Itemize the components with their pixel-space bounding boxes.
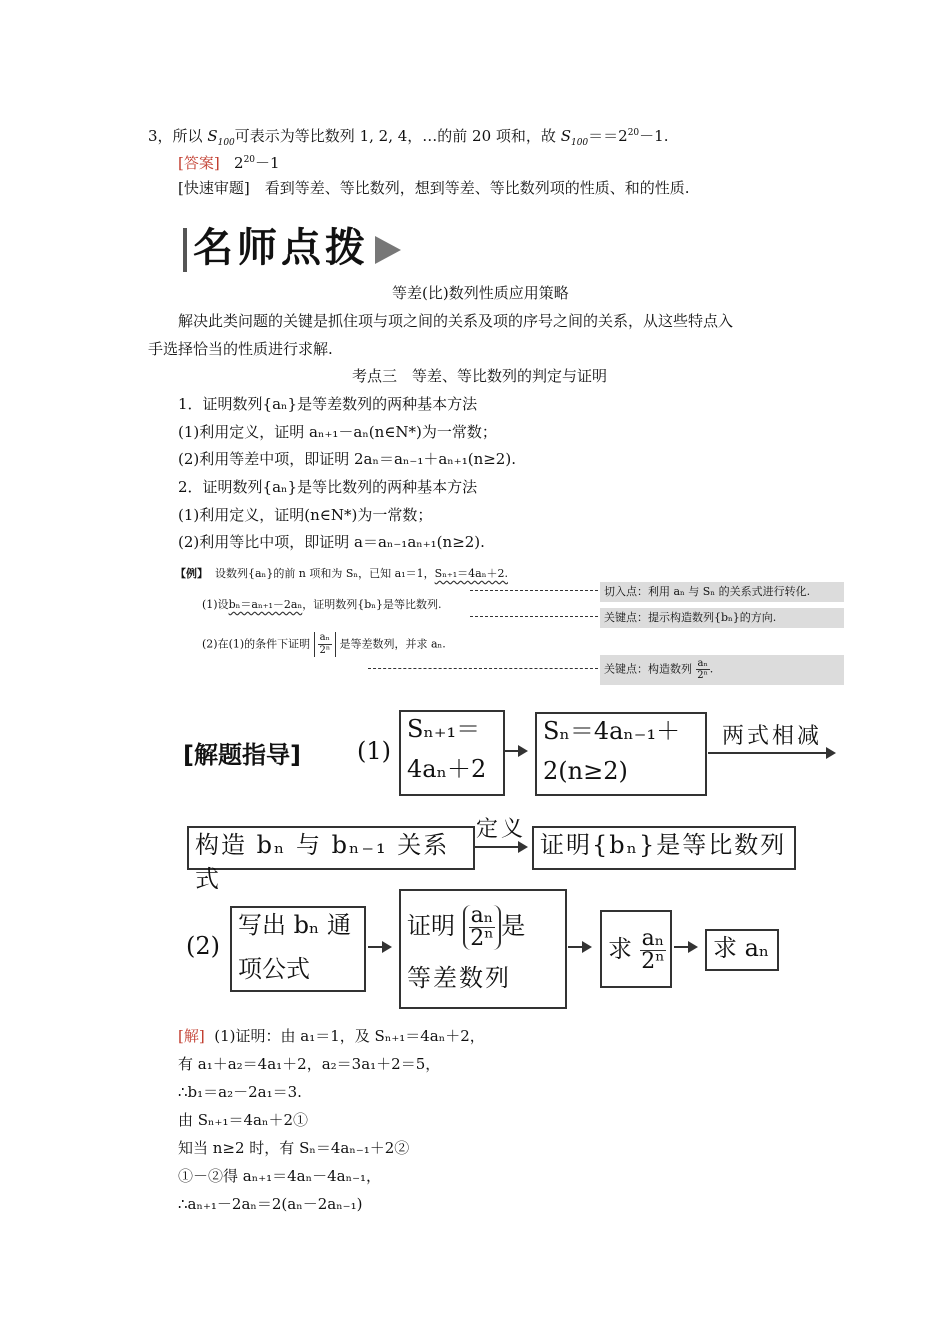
q2-fraction xyxy=(314,632,336,657)
example-stem-a: 设数列{aₙ}的前 n 项和为 Sₙ，已知 a₁＝1， xyxy=(215,567,435,580)
guide-part1: (1) xyxy=(357,737,391,765)
answer-exponent: 20 xyxy=(243,155,256,165)
section-title: 考点三 等差、等比数列的判定与证明 xyxy=(352,367,608,385)
note-entry-point: 切入点：利用 aₙ 与 Sₙ 的关系式进行转化. xyxy=(600,582,844,602)
note3-fraction xyxy=(696,658,710,681)
solution-line-7: ∴aₙ₊₁－2aₙ＝2(aₙ－2aₙ₋₁) xyxy=(178,1195,363,1213)
method-2a: (1)利用定义，证明(n∈N*)为一常数； xyxy=(178,506,433,524)
solution-line-1 xyxy=(178,1026,485,1046)
q2-text-b: 是等差数列，并求 aₙ. xyxy=(339,637,446,651)
box6-line2: 等差数列 xyxy=(407,964,511,992)
answer-tail: －1 xyxy=(255,154,280,172)
leader-line-3 xyxy=(368,668,598,669)
intro-text-d: －1. xyxy=(639,127,669,145)
intro-text-c: ＝＝2 xyxy=(588,127,628,145)
box7-numerator: aₙ xyxy=(641,926,665,951)
solution-line-6: ①－②得 aₙ₊₁＝4aₙ－4aₙ₋₁， xyxy=(178,1167,382,1185)
answer-line xyxy=(178,150,280,173)
strategy-p2: 手选择恰当的性质进行求解. xyxy=(148,340,333,358)
method-1: 1．证明数列{aₙ}是等差数列的两种基本方法 xyxy=(178,395,478,413)
arrow-3 xyxy=(474,846,526,848)
box-find-ratio xyxy=(600,910,672,988)
strategy-p1: 解决此类问题的关键是抓住项与项之间的关系及项的序号之间的关系，从这些特点入 xyxy=(178,312,734,330)
exponent: 20 xyxy=(627,128,640,138)
note3-text-b: . xyxy=(709,662,714,676)
note-key-point-2 xyxy=(600,655,844,685)
box4-text: 证明{bₙ}是等比数列 xyxy=(540,831,787,859)
solution-line-2: 有 a₁＋a₂＝4a₁＋2，a₂＝3a₁＋2＝5， xyxy=(178,1055,441,1073)
solution-line-5: 知当 n≥2 时，有 Sₙ＝4aₙ₋₁＋2② xyxy=(178,1139,410,1157)
box-construct xyxy=(187,826,475,893)
note3-numerator: aₙ xyxy=(697,658,708,669)
box-prove-geometric xyxy=(532,826,796,870)
box1-line2: 4aₙ＋2 xyxy=(407,755,487,783)
box-sn1 xyxy=(399,710,505,796)
box6-text-a: 证明 xyxy=(407,912,455,940)
intro-text-a: 3，所以 xyxy=(148,127,203,145)
intro-text-b: 可表示为等比数列 1, 2, 4，…的前 20 项和，故 xyxy=(234,127,556,145)
solution-text-1: (1)证明：由 a₁＝1，及 Sₙ₊₁＝4aₙ＋2， xyxy=(214,1027,485,1045)
method-2: 2．证明数列{aₙ}是等比数列的两种基本方法 xyxy=(178,478,478,496)
q2-numerator: aₙ xyxy=(319,632,330,643)
arrow-2 xyxy=(708,752,834,754)
box2-line1: Sₙ＝4aₙ₋₁＋ xyxy=(543,717,681,745)
guide-part2: (2) xyxy=(186,932,220,960)
box-prove-arithmetic xyxy=(399,889,567,1009)
arrow-label-definition: 定义 xyxy=(476,817,527,842)
example-stem-b: Sₙ₊₁＝4aₙ＋2. xyxy=(434,567,508,580)
note3-denominator: 2ⁿ xyxy=(697,670,708,681)
example-q2 xyxy=(202,632,446,657)
banner-bar xyxy=(183,228,187,272)
solution-label: [解] xyxy=(178,1027,205,1045)
box5-line1: 写出 bₙ 通 xyxy=(238,911,352,939)
q1-text-b: bₙ＝aₙ₊₁－2aₙ xyxy=(228,598,303,611)
intro-line xyxy=(148,123,668,153)
box6-fraction xyxy=(463,905,502,950)
method-1a: (1)利用定义，证明 aₙ₊₁－aₙ(n∈N*)为一常数； xyxy=(178,423,497,441)
teacher-tips-banner xyxy=(183,222,413,274)
s100-symbol: $S_{100}$ xyxy=(207,127,235,148)
method-1b: (2)利用等差中项，即证明 2aₙ＝aₙ₋₁＋aₙ₊₁(n≥2). xyxy=(178,450,516,468)
play-triangle-icon xyxy=(375,236,401,264)
note3-text-a: 关键点：构造数列 xyxy=(604,662,692,676)
answer-value: 2 xyxy=(234,154,244,172)
q1-text-c: ，证明数列{bₙ}是等比数列. xyxy=(302,598,442,611)
box-sn xyxy=(535,712,707,796)
answer-label: [答案] xyxy=(178,154,220,172)
box6-text-b: 是 xyxy=(501,912,526,940)
strategy-title: 等差(比)数列性质应用策略 xyxy=(392,284,569,302)
quick-review: [快速审题] 看到等差、等比数列，想到等差、等比数列项的性质、和的性质. xyxy=(178,179,690,197)
banner-title: 名师点拨 xyxy=(193,225,369,271)
s100-symbol-2: $S_{100}$ xyxy=(560,127,589,148)
box6-denominator: 2ⁿ xyxy=(470,926,494,951)
leader-line-1 xyxy=(470,590,598,591)
note-key-point-1: 关键点：提示构造数列{bₙ}的方向. xyxy=(600,608,844,628)
box1-line1: Sₙ₊₁＝ xyxy=(407,715,481,743)
method-2b: (2)利用等比中项，即证明 a＝aₙ₋₁aₙ₊₁(n≥2). xyxy=(178,533,485,551)
box6-numerator: aₙ xyxy=(470,903,494,928)
solution-line-4: 由 Sₙ₊₁＝4aₙ＋2① xyxy=(178,1111,308,1129)
arrow-1 xyxy=(504,750,526,752)
leader-line-2 xyxy=(470,616,598,617)
box-bn-formula xyxy=(230,906,366,992)
arrow-label-subtract: 两式相减 xyxy=(722,724,823,749)
arrow-6 xyxy=(674,946,696,948)
box7-denominator: 2ⁿ xyxy=(641,949,665,974)
solution-line-3: ∴b₁＝a₂－2a₁＝3. xyxy=(178,1083,302,1101)
example-stem xyxy=(175,567,508,581)
q2-text-a: (2)在(1)的条件下证明 xyxy=(202,637,311,651)
guide-label: [解题指导] xyxy=(183,741,301,769)
box7-text: 求 xyxy=(608,935,632,963)
box6-line1 xyxy=(407,891,565,961)
box5-line2: 项公式 xyxy=(238,955,310,983)
box7-fraction xyxy=(640,928,667,973)
example-label: 【例】 xyxy=(175,567,208,580)
box8-text: 求 aₙ xyxy=(713,934,770,962)
q2-denominator: 2ⁿ xyxy=(319,645,331,656)
arrow-4 xyxy=(368,946,390,948)
box2-line2: 2(n≥2) xyxy=(543,757,628,785)
box-find-an xyxy=(705,929,779,971)
example-q1 xyxy=(202,598,442,612)
box3-text: 构造 bₙ 与 bₙ₋₁ 关系式 xyxy=(195,831,450,893)
arrow-5 xyxy=(568,946,590,948)
q1-text-a: (1)设 xyxy=(202,598,229,611)
